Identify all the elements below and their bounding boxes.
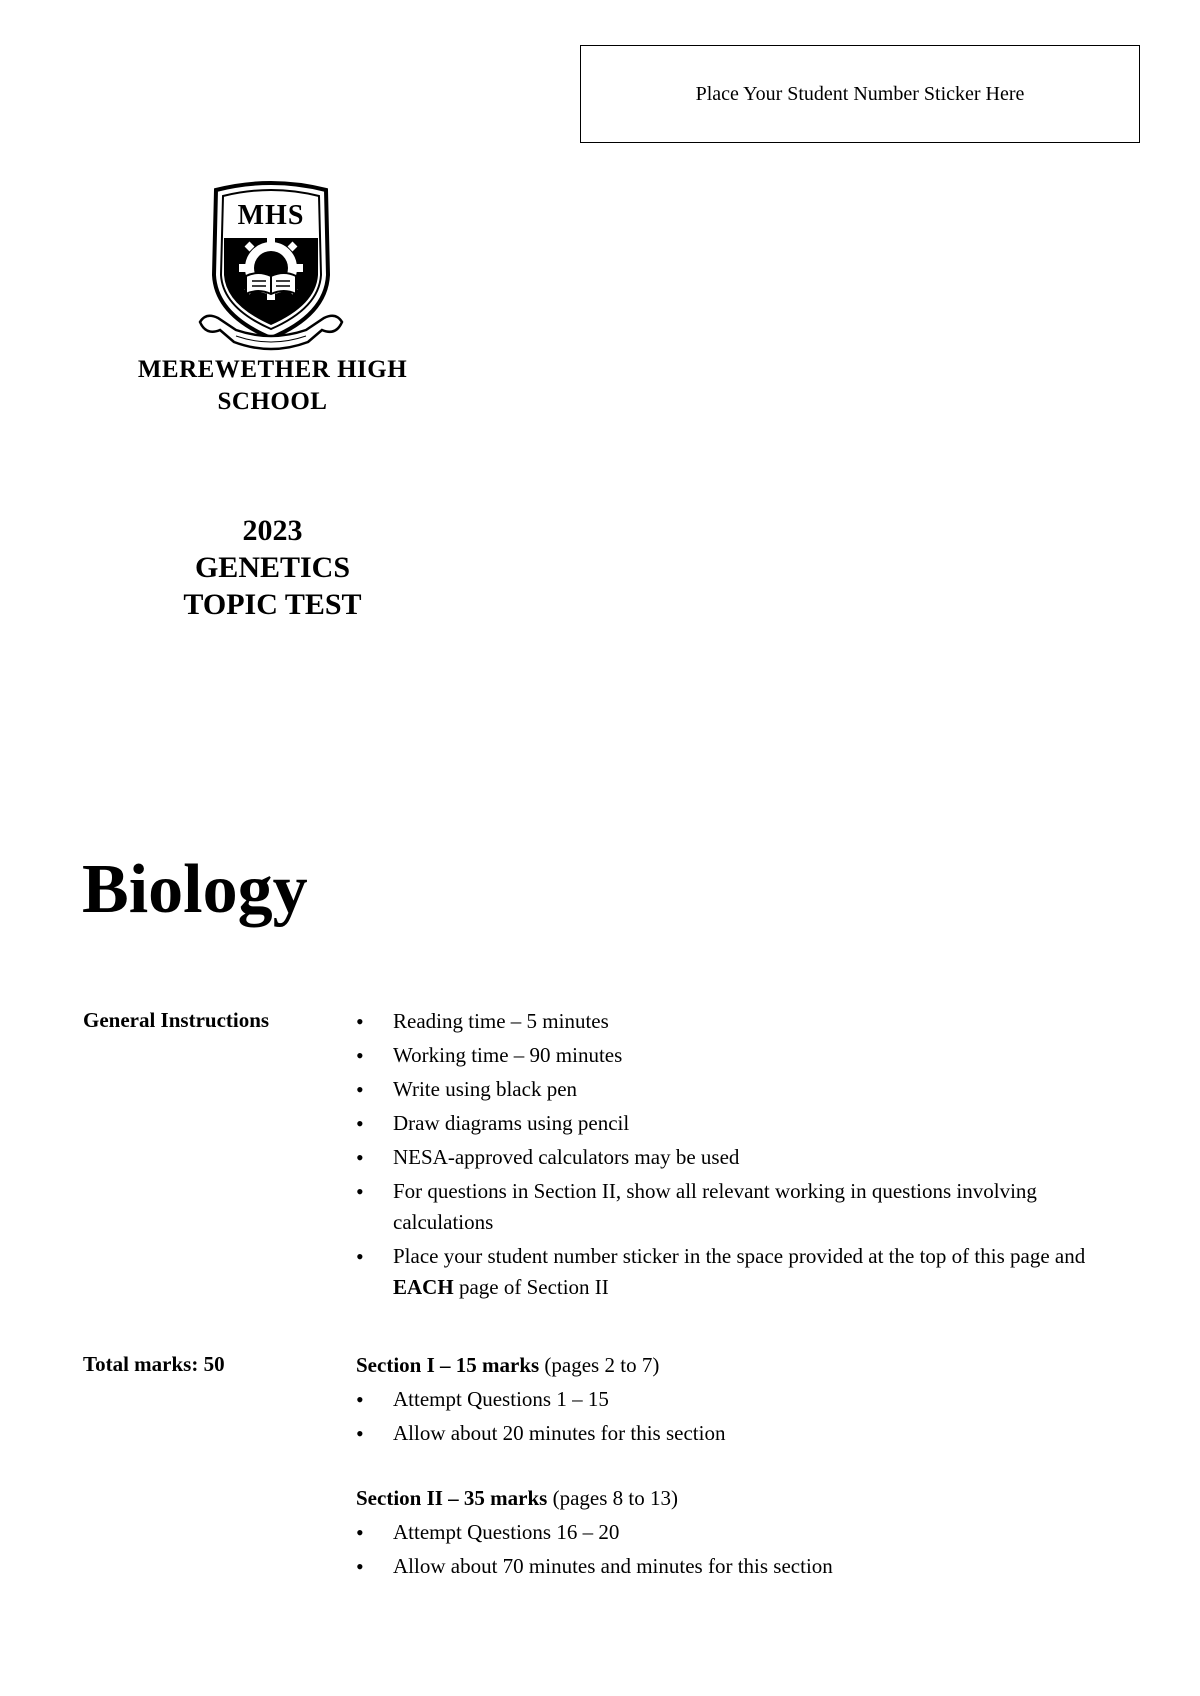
instruction-item: • Draw diagrams using pencil <box>356 1108 1116 1139</box>
school-name-line-1: MEREWETHER HIGH <box>137 356 408 383</box>
section-2 <box>356 1483 1116 1582</box>
general-instructions-list <box>356 1006 1116 1306</box>
section-1 <box>356 1350 1116 1449</box>
instruction-item: • Working time – 90 minutes <box>356 1040 1116 1071</box>
instruction-item-sticker <box>356 1241 1116 1303</box>
section-2-heading <box>356 1483 1116 1514</box>
section-2-pages: (pages 8 to 13) <box>547 1486 678 1510</box>
school-crest-icon <box>196 180 346 355</box>
section-item: • Allow about 20 minutes for this section <box>356 1418 1116 1449</box>
section-1-pages: (pages 2 to 7) <box>539 1353 660 1377</box>
crest-initials: MHS <box>237 200 305 231</box>
section-item: • Allow about 70 minutes and minutes for this section <box>356 1551 1116 1582</box>
general-instructions-label: General Instructions <box>83 1008 270 1032</box>
instruction-item: • Write using black pen <box>356 1074 1116 1105</box>
instruction-text: page of Section II <box>453 1275 609 1299</box>
section-1-heading <box>356 1350 1116 1381</box>
section-spacer <box>356 1452 1116 1483</box>
school-name-line-2: SCHOOL <box>217 388 328 415</box>
test-year: 2023 <box>242 514 303 547</box>
section-2-title: Section II – 35 marks <box>356 1486 548 1510</box>
instruction-item: • For questions in Section II, show all relevant working in questions involving calculations <box>356 1176 1116 1238</box>
test-title-line-2: TOPIC TEST <box>183 588 362 621</box>
instruction-item: • NESA-approved calculators may be used <box>356 1142 1116 1173</box>
instruction-item: • Reading time – 5 minutes <box>356 1006 1116 1037</box>
total-marks-label: Total marks: 50 <box>83 1352 225 1376</box>
student-number-sticker-box <box>580 45 1140 143</box>
test-title-line-1: GENETICS <box>194 551 351 584</box>
section-item: • Attempt Questions 1 – 15 <box>356 1384 1116 1415</box>
instruction-emphasis: EACH <box>393 1275 454 1299</box>
marks-breakdown <box>356 1350 1116 1585</box>
section-1-title: Section I – 15 marks <box>356 1353 540 1377</box>
instruction-text: Place your student number sticker in the space provided at the top of this page and <box>393 1244 1086 1268</box>
school-name <box>100 354 445 418</box>
sticker-box-label: Place Your Student Number Sticker Here <box>695 82 1025 105</box>
section-item: • Attempt Questions 16 – 20 <box>356 1517 1116 1548</box>
subject-title: Biology <box>82 851 308 928</box>
test-title <box>130 512 415 623</box>
